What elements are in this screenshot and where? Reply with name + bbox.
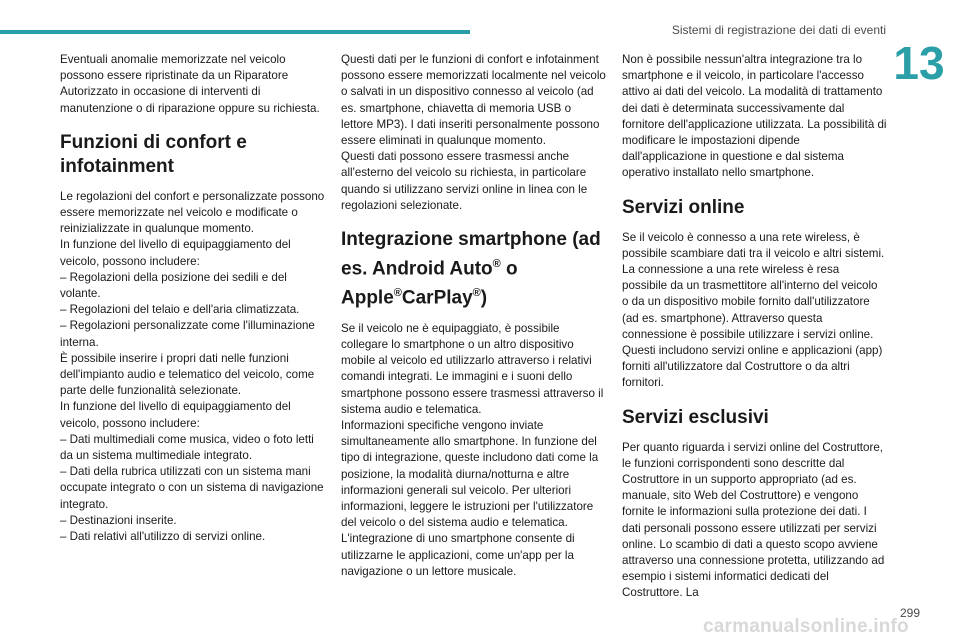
watermark: carmanualsonline.info: [703, 616, 909, 637]
heading-text: o Apple: [341, 258, 518, 309]
top-accent-bar: [0, 30, 470, 34]
registered-mark: ®: [492, 258, 501, 271]
column-1: [60, 52, 325, 545]
section-heading: Funzioni di confort e infotainment: [60, 131, 247, 177]
heading-text: Integrazione smartphone (ad es. Android Auto: [341, 229, 601, 280]
paragraph: Se il veicolo ne è equipaggiato, è possibile collegare lo smartphone o un altro dispositivo mobile al veicolo ed utilizzarlo attraverso i relativi comandi integrati. Le immagini e i suoni dello smartphone possono essere trasmessi attraverso il sistema audio e telematica. Informazioni specifiche vengono inviate simultaneamente allo smartphone. In funzione del tipo di integrazione, queste includono dati come la posizione, la modalità diurna/notturna e altre informazioni generali sul veicolo. Per ulteriori informazioni, leggere le istruzioni per l'utilizzatore del veicolo o del sistema audio e telematica. L'integrazione di uno smartphone consente di utilizzarne le applicazioni, come un'app per la navigazione o un lettore musicale.: [341, 321, 604, 578]
section-header: Sistemi di registrazione dei dati di eventi: [671, 23, 886, 37]
section-heading: Servizi esclusivi: [622, 406, 769, 428]
paragraph: Le regolazioni del confort e personalizzate possono essere memorizzate nel veicolo e modificate o reinizializzate in qualunque momento. In funzione del livello di equipaggiamento del veicolo, possono includere: – Regolazioni della posizione dei sedili e del volante. – Regolazioni del telaio e dell'aria climatizzata. – Regolazioni personalizzate come l'illuminazione interna. È possibile inserire i propri dati nelle funzioni dell'impianto audio e telematico del veicolo, come parte delle funzionalità selezionate. In funzione del livello di equipaggiamento del veicolo, possono includere: – Dati multimediali come musica, video o foto letti da un sistema multimediale integrato. – Dati della rubrica utilizzati con un sistema mani occupate integrato o con un sistema di navigazione integrato. – Destinazioni inserite. – Dati relativi all'utilizzo di servizi online.: [60, 189, 325, 544]
section-heading: [341, 228, 606, 311]
registered-mark: ®: [472, 287, 481, 300]
column-2: [341, 52, 606, 580]
chapter-number: 13: [893, 37, 945, 89]
paragraph: Questi dati per le funzioni di confort e infotainment possono essere memorizzati localmente nel veicolo o salvati in un dispositivo connesso al veicolo (ad es. smartphone, chiavetta di memoria USB o lettore MP3). I dati inseriti personalmente possono essere eliminati in qualunque momento. Questi dati possono essere trasmessi anche all'esterno del veicolo su richiesta, in particolare quando si utilizzano servizi online in linea con le regolazioni selezionate.: [341, 53, 606, 212]
heading-text: CarPlay: [401, 287, 473, 309]
paragraph: Eventuali anomalie memorizzate nel veicolo possono essere ripristinate da un Riparatore Autorizzato in occasione di interventi di manutenzione o di riparazione oppure su richiesta.: [60, 53, 320, 115]
section-heading: Servizi online: [622, 196, 745, 218]
paragraph: Non è possibile nessun'altra integrazione tra lo smartphone e il veicolo, in particolare l'accesso attivo ai dati del veicolo. La modalità di trattamento dei dati è determinata successivamente dal fornitore dell'applicazione utilizzata. La possibilità di modificare le impostazioni dipende dall'applicazione in questione e dal sistema operativo installato nello smartphone.: [622, 53, 887, 180]
registered-mark: ®: [393, 287, 402, 300]
paragraph: Per quanto riguarda i servizi online del Costruttore, le funzioni corrispondenti sono descritte dal Costruttore in un supporto appropriato (ad es. manuale, sito Web del Costruttore) e vengono fornite le informazioni sulla protezione dei dati. I dati personali possono essere utilizzati per servizi online. Lo scambio di dati a questo scopo avviene attraverso una connessione protetta, utilizzando ad esempio i sistemi informatici dedicati del Costruttore. La: [622, 440, 885, 600]
heading-text: ): [480, 287, 488, 309]
column-3: [622, 52, 887, 602]
page-number: 299: [900, 606, 921, 620]
paragraph: Se il veicolo è connesso a una rete wireless, è possibile scambiare dati tra il veicolo e altri sistemi. La connessione a una rete wireless è resa possibile da un trasmettitore all'interno del veicolo o da un dispositivo mobile fornito dall'utilizzatore (ad es. smartphone). Attraverso questa connessione è possibile utilizzare i servizi online. Questi includono servizi online e applicazioni (app) forniti all'utilizzatore dal Costruttore o da altri fornitori.: [622, 230, 885, 390]
